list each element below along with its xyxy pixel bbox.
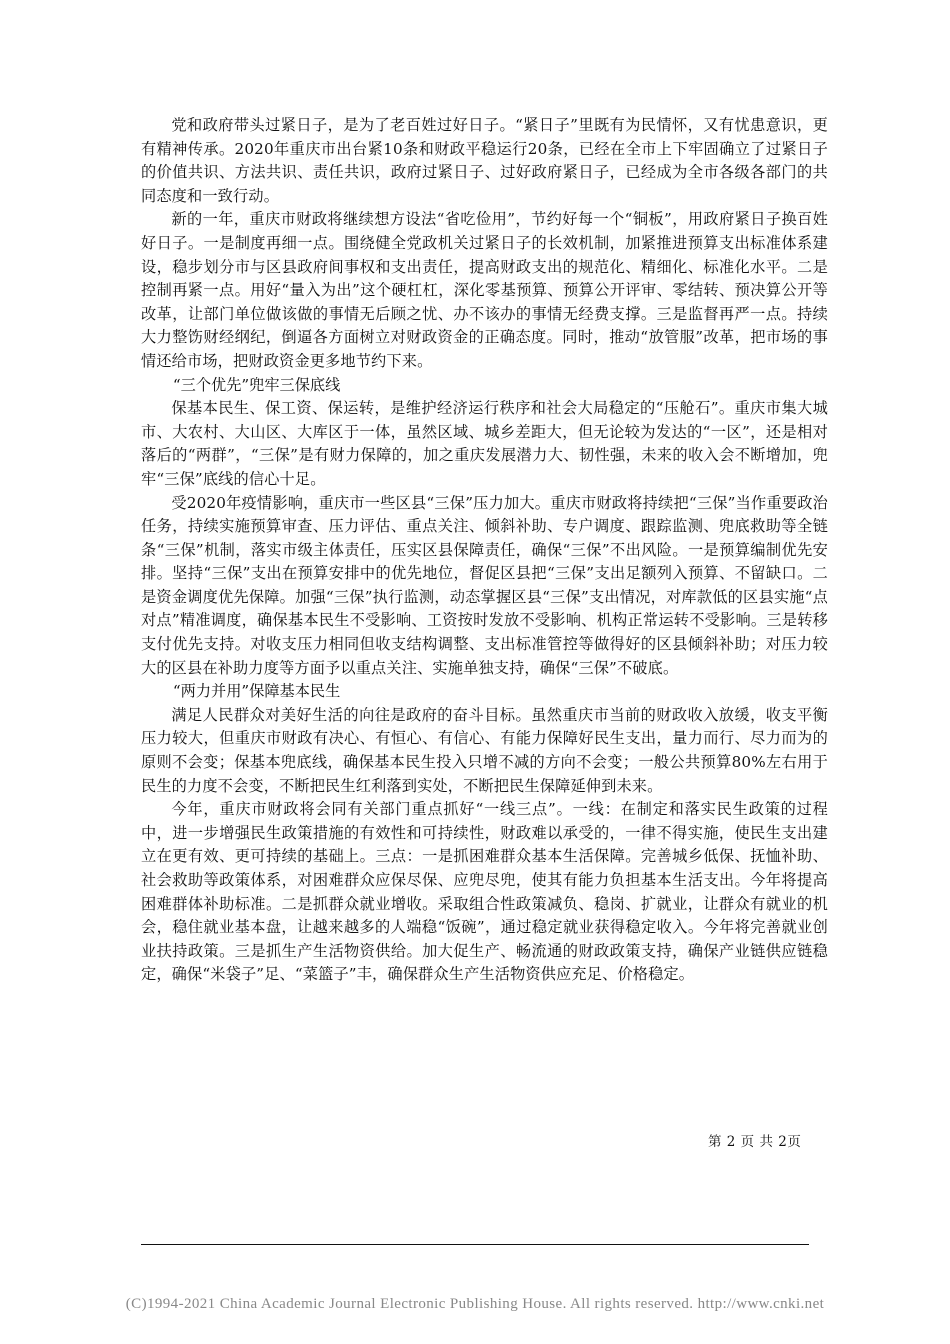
footer-divider bbox=[141, 1244, 809, 1245]
paragraph-2: 新的一年，重庆市财政将继续想方设法“省吃俭用”，节约好每一个“铜板”，用政府紧日子换百姓好日子。一是制度再细一点。围绕健全党政机关过紧日子的长效机制，加紧推进预算支出标准体系建设，稳步划分市与区县政府间事权和支出责任，提高财政支出的规范化、精细化、标准化水平。二是控制再紧一点。用好“量入为出”这个硬杠杠，深化零基预算、预算公开评审、零结转、预决算公开等改革，让部门单位做该做的事情无后顾之忧、办不该办的事情无经费支撑。三是监督再严一点。持续大力整饬财经纲纪，倒逼各方面树立对财政资金的正确态度。同时，推动“放管服”改革，把市场的事情还给市场，把财政资金更多地节约下来。 bbox=[141, 210, 828, 370]
article-body bbox=[141, 114, 828, 987]
paragraph-5: 满足人民群众对美好生活的向往是政府的奋斗目标。虽然重庆市当前的财政收入放缓，收支平衡压力较大，但重庆市财政有决心、有恒心、有信心、有能力保障好民生支出，量力而行、尽力而为的原则不会变；保基本兜底线，确保基本民生投入只增不减的方向不会变；一般公共预算80%左右用于民生的力度不会变，不断把民生红利落到实处，不断把民生保障延伸到未来。 bbox=[141, 705, 828, 795]
section-heading-two-forces: “两力并用”保障基本民生 bbox=[172, 682, 341, 701]
section-heading-three-priorities: “三个优先”兜牢三保底线 bbox=[172, 375, 341, 394]
copyright-notice: (C)1994-2021 China Academic Journal Electronic Publishing House. All rights reserved. http://www.cnki.net bbox=[125, 1296, 825, 1312]
paragraph-3: 保基本民生、保工资、保运转，是维护经济运行秩序和社会大局稳定的“压舱石”。重庆市集大城市、大农村、大山区、大库区于一体，虽然区域、城乡差距大，但无论较为发达的“一区”，还是相对落后的“两群”，“三保”是有财力保障的，加之重庆发展潜力大、韧性强，未来的收入会不断增加，兜牢“三保”底线的信心十足。 bbox=[141, 399, 828, 488]
paragraph-1: 党和政府带头过紧日子，是为了老百姓过好日子。“紧日子”里既有为民情怀，又有忧患意识，更有精神传承。2020年重庆市出台紧10条和财政平稳运行20条，已经在全市上下牢固确立了过紧日子的价值共识、方法共识、责任共识，政府过紧日子、过好政府紧日子，已经成为全市各级各部门的共同态度和一致行动。 bbox=[141, 116, 828, 205]
page-number: 第 2 页 共 2页 bbox=[708, 1134, 802, 1150]
paragraph-6: 今年，重庆市财政将会同有关部门重点抓好“一线三点”。一线：在制定和落实民生政策的过程中，进一步增强民生政策措施的有效性和可持续性，财政难以承受的，一律不得实施，使民生支出建立在更有效、更可持续的基础上。三点：一是抓困难群众基本生活保障。完善城乡低保、抚恤补助、社会救助等政策体系，对困难群众应保尽保、应兜尽兜，使其有能力负担基本生活支出。今年将提高困难群体补助标准。二是抓群众就业增收。采取组合性政策减负、稳岗、扩就业，让群众有就业的机会，稳住就业基本盘，让越来越多的人端稳“饭碗”，通过稳定就业获得稳定收入。今年将完善就业创业扶持政策。三是抓生产生活物资供给。加大促生产、畅流通的财政政策支持，确保产业链供应链稳定，确保“米袋子”足、“菜篮子”丰，确保群众生产生活物资供应充足、价格稳定。 bbox=[141, 800, 828, 984]
paragraph-4: 受2020年疫情影响，重庆市一些区县“三保”压力加大。重庆市财政将持续把“三保”当作重要政治任务，持续实施预算审查、压力评估、重点关注、倾斜补助、专户调度、跟踪监测、兜底救助等全链条“三保”机制，落实市级主体责任，压实区县保障责任，确保“三保”不出风险。一是预算编制优先安排。坚持“三保”支出在预算安排中的优先地位，督促区县把“三保”支出足额列入预算、不留缺口。二是资金调度优先保障。加强“三保”执行监测，动态掌握区县“三保”支出情况，对库款低的区县实施“点对点”精准调度，确保基本民生不受影响、工资按时发放不受影响、机构正常运转不受影响。三是转移支付优先支持。对收支压力相同但收支结构调整、支出标准管控等做得好的区县倾斜补助；对压力较大的区县在补助力度等方面予以重点关注、实施单独支持，确保“三保”不破底。 bbox=[141, 493, 828, 677]
